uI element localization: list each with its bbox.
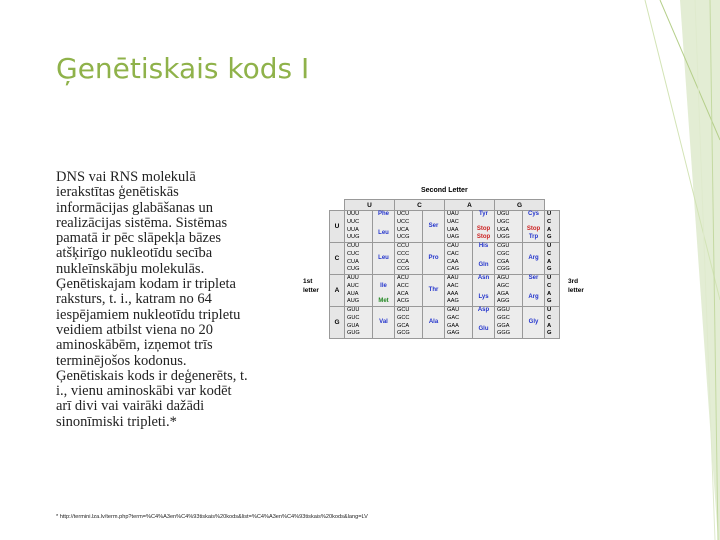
third-letter-label: 3rd letter: [568, 278, 584, 294]
amino-acid-cell: [523, 211, 545, 243]
codon-list: ACU ACC ACA ACG: [395, 275, 423, 307]
amino-acid-label: Ser: [428, 222, 439, 229]
codon-list: GUU GUC GUA GUG: [345, 307, 373, 339]
amino-acid-label: Glu: [478, 326, 489, 333]
codon-list: CUU CUC CUA CUG: [345, 243, 373, 275]
amino-acid-label: Thr: [428, 286, 439, 293]
codon-list: AAU AAC AAA AAG: [445, 275, 473, 307]
amino-acid-label: Arg: [528, 294, 539, 301]
codon-table-header-row: [330, 200, 560, 211]
codon-list: AGU AGC AGA AGG: [495, 275, 523, 307]
codon-list: GCU GCC GCA GCG: [395, 307, 423, 339]
amino-acid-label: Leu: [378, 254, 389, 261]
codon-table: [329, 199, 560, 339]
codon-row-g: [330, 307, 560, 339]
amino-acid-cell: [473, 243, 495, 275]
amino-acid-cell: [373, 307, 395, 339]
amino-acid-cell: [523, 243, 545, 275]
amino-acid-label: Lys: [478, 294, 489, 301]
amino-acid-label: Trp: [528, 234, 539, 241]
amino-acid-cell: [423, 307, 445, 339]
codon-list: CCU CCC CCA CCG: [395, 243, 423, 275]
amino-acid-cell: [423, 275, 445, 307]
codon-list: GAU GAC GAA GAG: [445, 307, 473, 339]
codon-row-u: [330, 211, 560, 243]
amino-acid-label: Stop: [526, 226, 541, 233]
codon-list: UGU UGC UGA UGG: [495, 211, 523, 243]
codon-list: CGU CGC CGA CGG: [495, 243, 523, 275]
amino-acid-label: Leu: [378, 230, 389, 237]
second-letter-label: Second Letter: [421, 187, 468, 194]
codon-list: UCU UCC UCA UCG: [395, 211, 423, 243]
codon-list: CAU CAC CAA CAG: [445, 243, 473, 275]
amino-acid-label: Ser: [528, 275, 539, 281]
source-citation: * http://termini.lza.lv/term.php?term=%C4%A3en%C4%93tiskais%20kods&list=%C4%A3en%C4%93tiskais%20kods&lang=LV: [56, 514, 368, 520]
header-corner: [330, 200, 345, 211]
amino-acid-label: Cys: [527, 211, 539, 217]
amino-acid-label: Gly: [528, 318, 539, 325]
amino-acid-label: Pro: [428, 254, 439, 261]
amino-acid-label: Ala: [428, 318, 439, 325]
decorative-corner-graphic: [560, 0, 720, 540]
amino-acid-label: Phe: [377, 211, 389, 217]
third-letter-cell: U C A G: [545, 211, 560, 243]
amino-acid-cell: [373, 243, 395, 275]
amino-acid-label: Val: [379, 318, 388, 325]
codon-row-c: [330, 243, 560, 275]
amino-acid-cell: [523, 275, 545, 307]
codon-list: UAU UAC UAA UAG: [445, 211, 473, 243]
amino-acid-label: Asp: [477, 307, 490, 313]
amino-acid-cell: [373, 275, 395, 307]
first-letter-cell: U: [330, 211, 345, 243]
third-letter-cell: U C A G: [545, 275, 560, 307]
amino-acid-label: Ile: [380, 282, 387, 289]
third-letter-cell: U C A G: [545, 243, 560, 275]
amino-acid-label: Met: [378, 298, 389, 305]
slide-title: Ģenētiskais kods I: [56, 52, 310, 85]
amino-acid-label: Stop: [476, 226, 491, 233]
amino-acid-cell: [473, 275, 495, 307]
amino-acid-cell: [423, 211, 445, 243]
amino-acid-cell: [473, 211, 495, 243]
amino-acid-label: Stop: [476, 234, 491, 241]
amino-acid-label: Gln: [478, 262, 489, 269]
codon-list: GGU GGC GGA GGG: [495, 307, 523, 339]
second-letter-u: U: [345, 200, 395, 211]
amino-acid-label: Tyr: [479, 211, 488, 217]
amino-acid-label: Asn: [477, 275, 490, 281]
first-letter-cell: A: [330, 275, 345, 307]
amino-acid-cell: [523, 307, 545, 339]
first-letter-label: 1st letter: [303, 278, 319, 294]
amino-acid-cell: [473, 307, 495, 339]
amino-acid-cell: [373, 211, 395, 243]
slide-body-text: DNS vai RNS molekulā ierakstītas ģenētiskās informācijas glabāšanas un realizācijas sistēma. Sistēmas pamatā ir pēc slāpekļa bāzes atšķirīgo nukleotīdu secība nukleīnskābju molekulās. Ģenētiskajam kodam ir tripleta raksturs, t. i., katram no 64 iespējamiem nukleotīdu tripletu veidiem atbilst viena no 20 aminoskābēm, izņemot trīs terminējošos kodonus. Ģenētiskais kods ir deģenerēts, t. i., vienu aminoskābi var kodēt arī divi vai vairāki dažādi sinonīmiski tripleti.*: [56, 169, 248, 430]
codon-list: UUU UUC UUA UUG: [345, 211, 373, 243]
header-corner: [545, 200, 560, 211]
first-letter-cell: G: [330, 307, 345, 339]
amino-acid-label: Arg: [528, 254, 539, 261]
codon-list: AUU AUC AUA AUG: [345, 275, 373, 307]
second-letter-g: G: [495, 200, 545, 211]
first-letter-cell: C: [330, 243, 345, 275]
third-letter-cell: U C A G: [545, 307, 560, 339]
second-letter-c: C: [395, 200, 445, 211]
amino-acid-cell: [423, 243, 445, 275]
codon-row-a: [330, 275, 560, 307]
amino-acid-label: His: [478, 243, 489, 249]
second-letter-a: A: [445, 200, 495, 211]
